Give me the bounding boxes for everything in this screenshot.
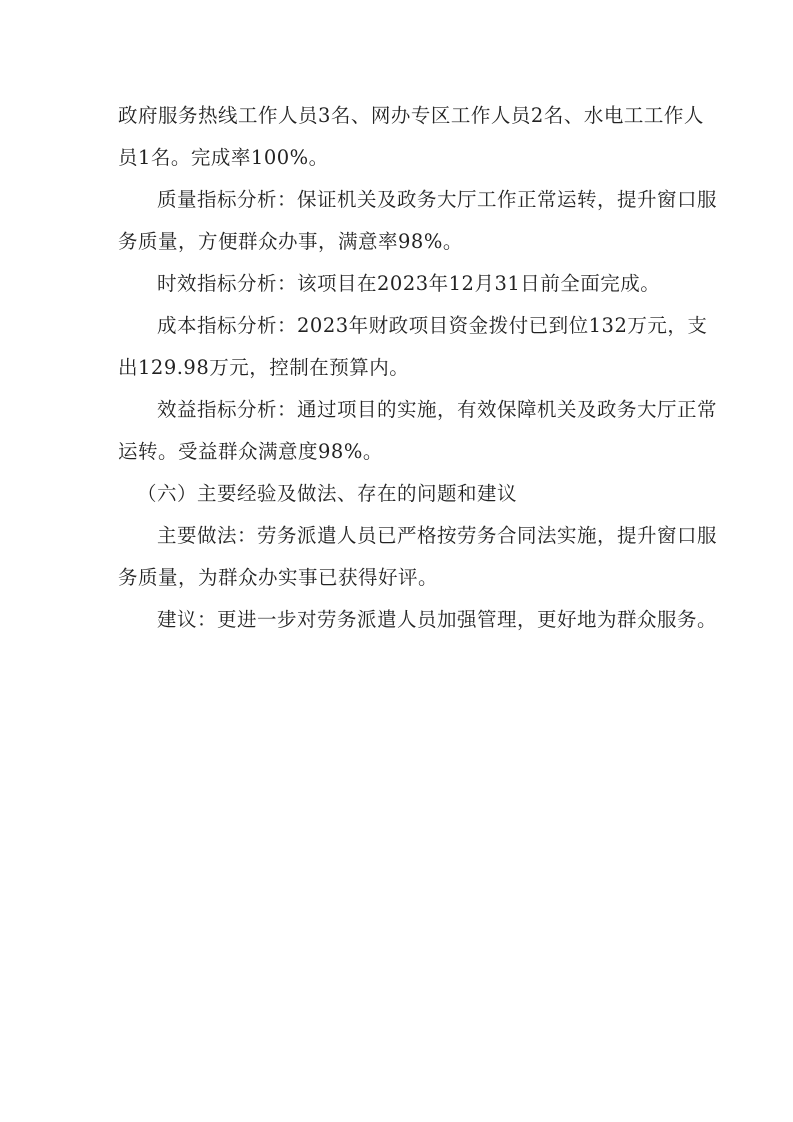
paragraph-staffing-line-1: 政府服务热线工作人员3名、网办专区工作人员2名、水电工工作人 — [118, 104, 704, 127]
paragraph-suggestion: 建议：更进一步对劳务派遣人员加强管理，更好地为群众服务。 — [157, 608, 718, 631]
paragraph-quality-line-2: 务质量，方便群众办事，满意率98%。 — [118, 230, 463, 253]
paragraph-practice-line-1: 主要做法：劳务派遣人员已严格按劳务合同法实施，提升窗口服 — [157, 524, 718, 547]
paragraph-cost-line-1: 成本指标分析：2023年财政项目资金拨付已到位132万元，支 — [157, 314, 708, 337]
paragraph-benefit-line-2: 运转。受益群众满意度98%。 — [118, 440, 383, 463]
paragraph-quality-line-1: 质量指标分析：保证机关及政务大厅工作正常运转，提升窗口服 — [157, 188, 718, 211]
paragraph-practice-line-2: 务质量，为群众办实事已获得好评。 — [118, 566, 439, 589]
paragraph-staffing-line-2: 员1名。完成率100%。 — [118, 146, 329, 169]
paragraph-timeliness: 时效指标分析：该项目在2023年12月31日前全面完成。 — [157, 272, 661, 295]
paragraph-cost-line-2: 出129.98万元，控制在预算内。 — [118, 356, 410, 379]
paragraph-benefit-line-1: 效益指标分析：通过项目的实施，有效保障机关及政务大厅正常 — [157, 398, 718, 421]
section-heading: （六）主要经验及做法、存在的问题和建议 — [137, 482, 518, 505]
